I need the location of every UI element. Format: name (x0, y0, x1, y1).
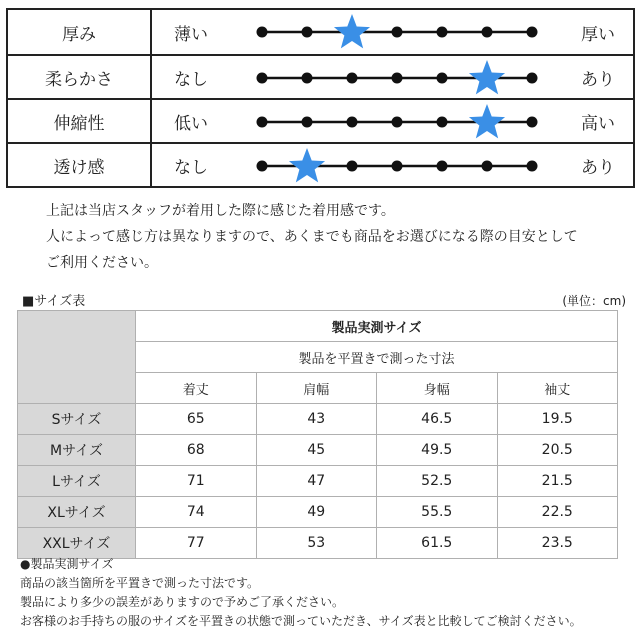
scale-track (252, 10, 552, 54)
size-label: XLサイズ (18, 497, 136, 528)
footnote-line: 製品により多少の誤差がありますので予めご了承ください。 (20, 595, 345, 609)
note-line: 人によって感じ方は異なりますので、あくまでも商品をお選びになる際の目安として (46, 229, 578, 245)
scale-dot (257, 73, 268, 84)
table-row (18, 528, 618, 559)
low-label: 低い (174, 113, 208, 134)
size-value: 22.5 (497, 497, 618, 528)
size-table (17, 310, 618, 559)
scale-dot (302, 73, 313, 84)
scale-dot (437, 161, 448, 172)
size-value: 21.5 (497, 466, 618, 497)
scale-row-thickness (8, 10, 633, 54)
size-label: XXLサイズ (18, 528, 136, 559)
scale-dot (347, 161, 358, 172)
size-value: 23.5 (497, 528, 618, 559)
footnote-line: 商品の該当箇所を平置きで測った寸法です。 (20, 576, 260, 590)
column-header: 肩幅 (256, 373, 377, 404)
scale-dot (437, 73, 448, 84)
scale-dot (527, 27, 538, 38)
scale-track (252, 144, 552, 188)
scale-dot (257, 27, 268, 38)
footnote-line: お客様のお手持ちの服のサイズを平置きの状態で測っていただき、サイズ表と比較してご検討ください。 (20, 614, 582, 628)
size-table-title: ■サイズ表 (22, 294, 86, 309)
scale-dot (347, 73, 358, 84)
size-value: 77 (136, 528, 257, 559)
size-value: 55.5 (377, 497, 498, 528)
size-value: 47 (256, 466, 377, 497)
low-label: 薄い (174, 24, 208, 45)
table-row (18, 435, 618, 466)
scale-track (252, 56, 552, 100)
size-value: 52.5 (377, 466, 498, 497)
high-label: あり (581, 157, 615, 178)
high-label: 高い (581, 113, 615, 134)
scale-dot (527, 73, 538, 84)
size-value: 49 (256, 497, 377, 528)
high-label: あり (581, 69, 615, 90)
size-value: 43 (256, 404, 377, 435)
size-value: 20.5 (497, 435, 618, 466)
size-value: 46.5 (377, 404, 498, 435)
scale-dot (392, 117, 403, 128)
wear-notes (46, 198, 606, 276)
table-row (18, 497, 618, 528)
scale-dot (392, 73, 403, 84)
size-value: 74 (136, 497, 257, 528)
attribute-label: 伸縮性 (8, 100, 152, 142)
scale-dot (257, 117, 268, 128)
scale-dot (347, 117, 358, 128)
rating-star-icon (289, 148, 325, 182)
scale-dot (392, 161, 403, 172)
attribute-label: 透け感 (8, 144, 152, 186)
size-value: 61.5 (377, 528, 498, 559)
scale-dot (257, 161, 268, 172)
table-row (18, 466, 618, 497)
footnote-line: ●製品実測サイズ (20, 557, 114, 571)
high-label: 厚い (581, 24, 615, 45)
column-header: 身幅 (377, 373, 498, 404)
size-value: 65 (136, 404, 257, 435)
scale-row-stretch (8, 98, 633, 142)
size-label: Sサイズ (18, 404, 136, 435)
scale-track (252, 100, 552, 144)
scale-row-sheerness (8, 142, 633, 186)
corner-cell (18, 311, 136, 404)
column-header: 袖丈 (497, 373, 618, 404)
scale-dot (527, 117, 538, 128)
low-label: なし (174, 69, 208, 90)
scale-dot (482, 27, 493, 38)
scale-dot (437, 117, 448, 128)
size-footnotes (20, 555, 635, 631)
feel-scale-table (6, 8, 635, 188)
scale-dot (437, 27, 448, 38)
attribute-label: 厚み (8, 10, 152, 54)
scale-dot (392, 27, 403, 38)
scale-dot (482, 161, 493, 172)
size-value: 68 (136, 435, 257, 466)
note-line: ご利用ください。 (46, 255, 158, 271)
size-value: 19.5 (497, 404, 618, 435)
size-value: 71 (136, 466, 257, 497)
note-line: 上記は当店スタッフが着用した際に感じた着用感です。 (46, 203, 395, 219)
size-label: Mサイズ (18, 435, 136, 466)
size-label: Lサイズ (18, 466, 136, 497)
size-value: 45 (256, 435, 377, 466)
column-header: 着丈 (136, 373, 257, 404)
rating-star-icon (469, 104, 505, 138)
size-value: 49.5 (377, 435, 498, 466)
scale-row-softness (8, 54, 633, 98)
scale-dot (302, 117, 313, 128)
size-value: 53 (256, 528, 377, 559)
header-main: 製品実測サイズ (136, 311, 618, 342)
scale-dot (302, 27, 313, 38)
table-row (18, 404, 618, 435)
header-sub: 製品を平置きで測った寸法 (136, 342, 618, 373)
rating-star-icon (469, 60, 505, 94)
attribute-label: 柔らかさ (8, 56, 152, 98)
rating-star-icon (334, 14, 370, 48)
scale-dot (527, 161, 538, 172)
low-label: なし (174, 157, 208, 178)
size-table-unit: (単位：cm) (562, 294, 626, 308)
